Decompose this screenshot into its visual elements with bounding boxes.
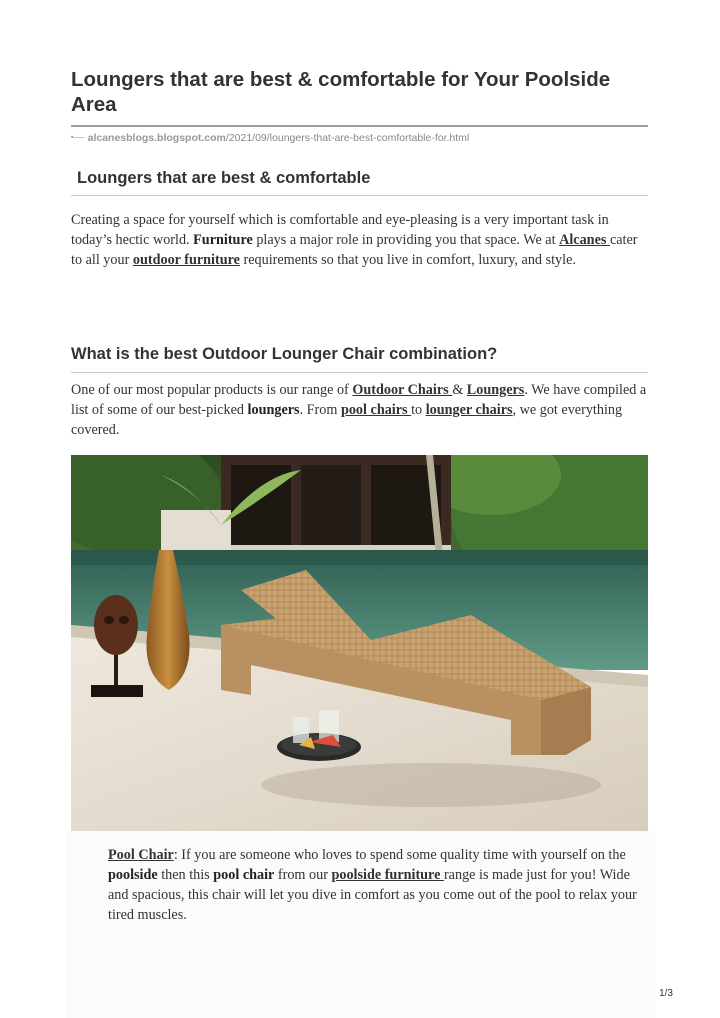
link-loungers[interactable]: Loungers xyxy=(466,382,525,398)
link-lounger-chairs[interactable]: lounger chairs xyxy=(425,402,513,418)
pool-chair-paragraph: Pool Chair: If you are someone who loves to spend some quality time with yourself on the poolside then this pool chair from our poolside furniture range is made just for you! Wide and spacious, this chair will let you dive in comfort as you come out of the pool to relax your tired muscles. xyxy=(108,847,637,923)
title-divider xyxy=(71,125,648,127)
document-title: Loungers that are best & comfortable for Your Poolside Area xyxy=(71,68,611,116)
link-pool-chair[interactable]: Pool Chair xyxy=(108,847,174,863)
section-heading-combination: What is the best Outdoor Lounger Chair combination? xyxy=(71,345,498,363)
section-heading-loungers: Loungers that are best & comfortable xyxy=(77,169,371,187)
bold-furniture: Furniture xyxy=(193,232,253,248)
section-divider xyxy=(71,372,648,373)
products-paragraph: One of our most popular products is our range of Outdoor Chairs & Loungers. We have compiled a list of some of our best-picked loungers. From pool chairs to lounger chairs, we got everything covered. xyxy=(71,382,647,438)
link-alcanes[interactable]: Alcanes xyxy=(559,232,610,248)
intro-paragraph: Creating a space for yourself which is comfortable and eye-pleasing is a very important task in today’s hectic world. Furniture plays a major role in providing you that space. We at Alcanes cater to all your outdoor furniture requirements so that you live in comfort, luxury, and style. xyxy=(71,212,638,268)
source-path[interactable]: /2021/09/loungers-that-are-best-comfortable-for.html xyxy=(225,132,470,144)
poolside-lounger-photo xyxy=(71,455,648,831)
bold-pool-chair: pool chair xyxy=(213,867,275,883)
link-pool-chairs[interactable]: pool chairs xyxy=(340,402,412,418)
link-outdoor-furniture[interactable]: outdoor furniture xyxy=(132,252,240,268)
source-domain[interactable]: alcanesblogs.blogspot.com xyxy=(87,132,226,144)
page-number: 1/3 xyxy=(659,988,673,999)
source-url[interactable] xyxy=(71,132,469,144)
link-outdoor-chairs[interactable]: Outdoor Chairs xyxy=(352,382,453,398)
bold-loungers: loungers xyxy=(247,402,300,418)
site-favicon-icon: •—— xyxy=(71,135,84,141)
bold-poolside: poolside xyxy=(108,867,158,883)
link-poolside-furniture[interactable]: poolside furniture xyxy=(331,867,444,883)
section-divider xyxy=(71,195,648,196)
